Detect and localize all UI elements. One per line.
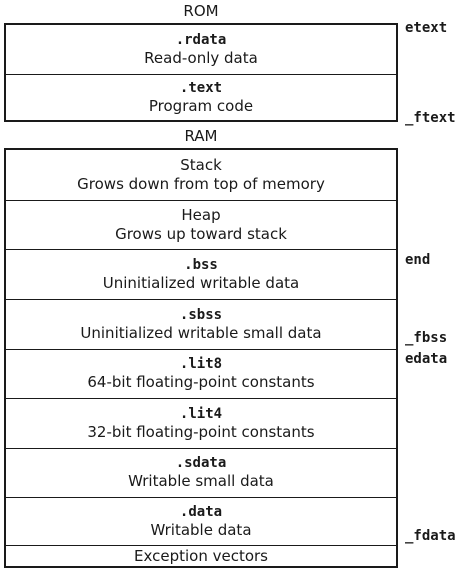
symbol-end: end xyxy=(405,252,431,268)
section-description: Read-only data xyxy=(144,48,258,67)
memory-segment-lit4 xyxy=(6,398,396,448)
section-description: Exception vectors xyxy=(134,546,268,565)
symbol-fbss: _fbss xyxy=(405,330,448,346)
memory-segment-bss xyxy=(6,249,396,299)
section-name: .sdata xyxy=(175,455,227,471)
memory-segment-stack xyxy=(6,150,396,200)
section-name: .rdata xyxy=(175,31,227,48)
section-title: Stack xyxy=(180,156,222,174)
memory-segment-heap xyxy=(6,200,396,249)
memory-segment-lit8 xyxy=(6,349,396,398)
section-name: .data xyxy=(179,503,223,520)
section-description: Program code xyxy=(148,96,254,115)
section-description: 64-bit floating-point constants xyxy=(87,373,315,391)
section-description: Writable data xyxy=(150,520,252,539)
ram-region xyxy=(4,148,398,568)
rom-heading: ROM xyxy=(183,2,219,20)
section-name: .lit4 xyxy=(179,405,223,422)
symbol-ftext: _ftext xyxy=(405,110,456,126)
rom-region xyxy=(4,23,398,122)
section-description: Grows down from top of memory xyxy=(77,175,325,193)
section-title: Heap xyxy=(181,206,221,224)
section-description: Grows up toward stack xyxy=(115,225,287,243)
memory-segment-text xyxy=(6,74,396,120)
section-description: Writable small data xyxy=(128,472,274,490)
section-name: .lit8 xyxy=(179,356,223,372)
memory-segment-exception-vectors xyxy=(6,545,396,566)
ram-heading: RAM xyxy=(184,127,218,145)
symbol-fdata: _fdata xyxy=(405,528,456,544)
section-name: .sbss xyxy=(179,306,223,323)
section-description: 32-bit floating-point constants xyxy=(87,422,315,441)
symbol-etext: etext xyxy=(405,20,448,36)
memory-segment-rdata xyxy=(6,25,396,74)
section-name: .text xyxy=(179,79,223,96)
section-description: Uninitialized writable data xyxy=(102,273,300,292)
section-description: Uninitialized writable small data xyxy=(80,323,322,342)
memory-segment-sdata xyxy=(6,448,396,497)
section-name: .bss xyxy=(184,256,218,273)
memory-segment-data xyxy=(6,497,396,545)
symbol-edata: edata xyxy=(405,351,448,367)
memory-segment-sbss xyxy=(6,299,396,349)
